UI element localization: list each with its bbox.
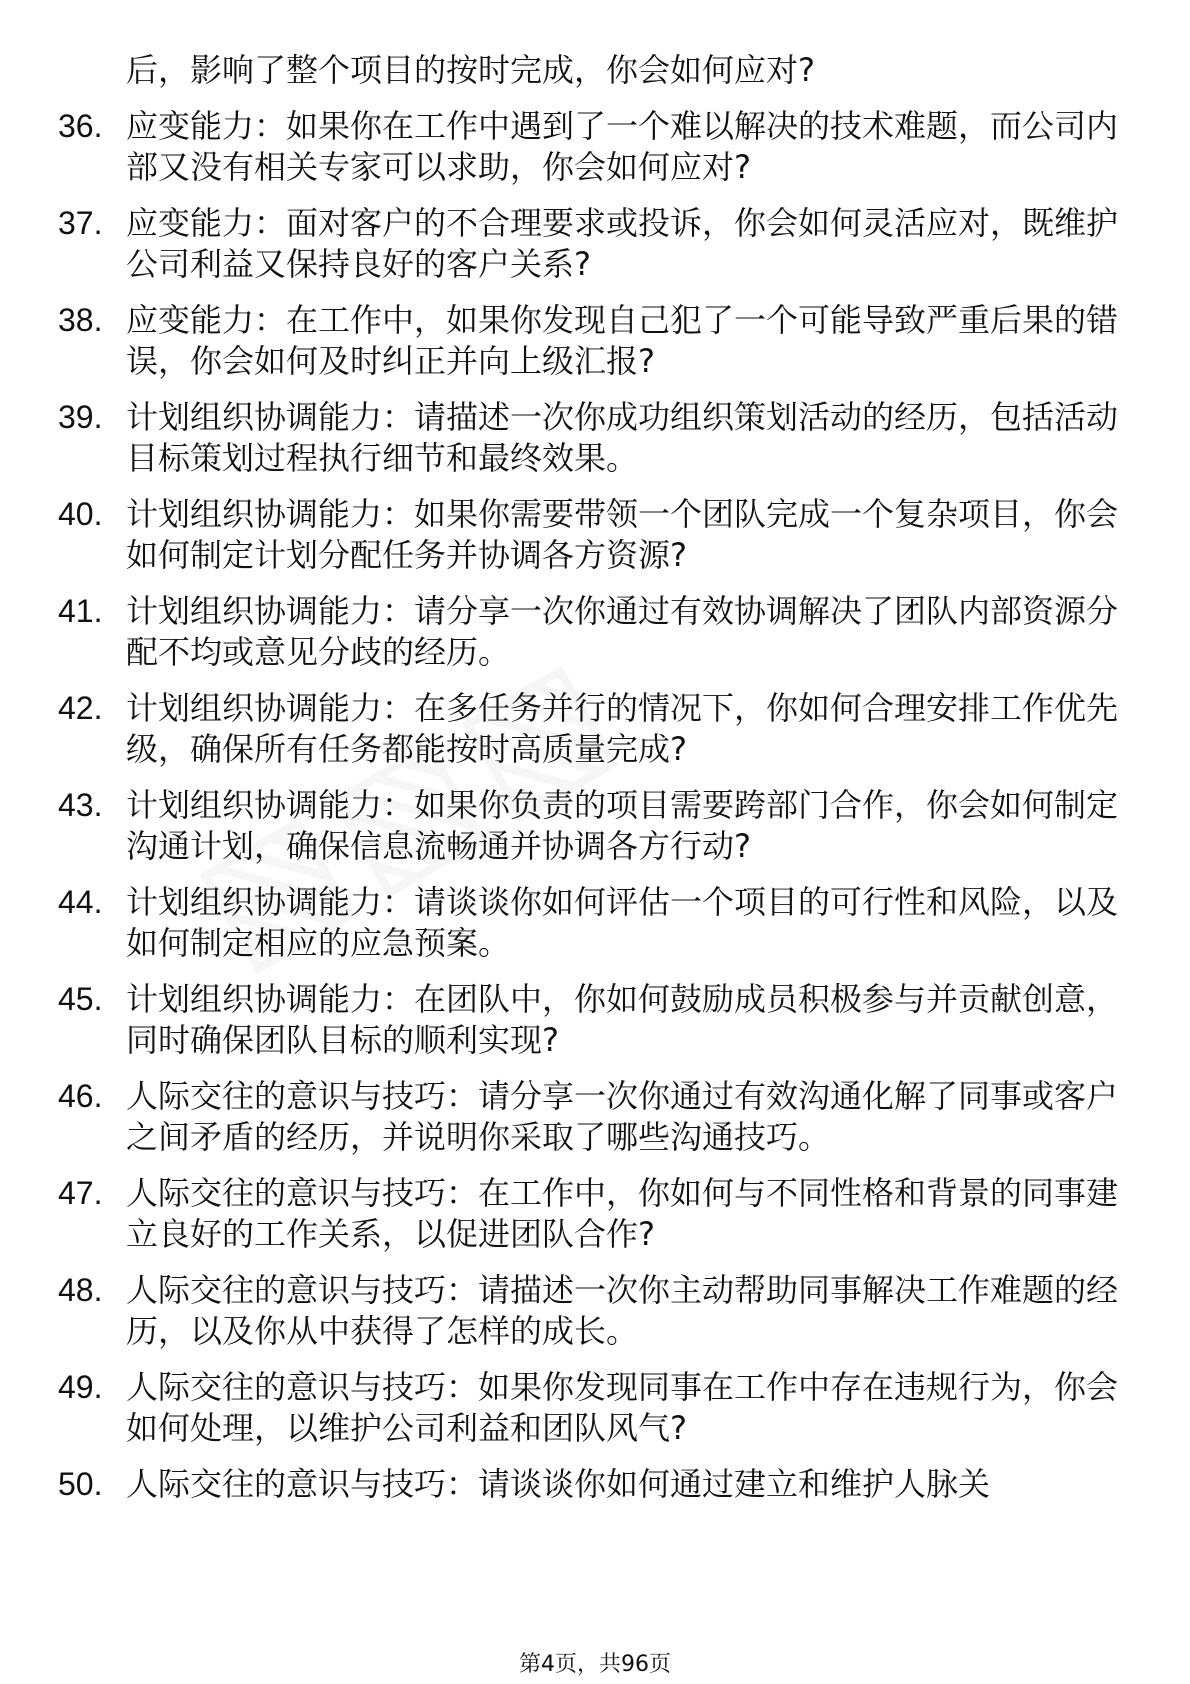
question-text: 应变能力：面对客户的不合理要求或投诉，你会如何灵活应对，既维护公司利益又保持良好的客户关系? xyxy=(126,204,1119,283)
question-item xyxy=(58,494,1118,576)
question-item xyxy=(58,106,1118,188)
page-footer: 第4页，共96页 xyxy=(519,1652,671,1677)
question-number: 44. xyxy=(58,884,103,920)
question-item xyxy=(58,882,1118,964)
question-content xyxy=(58,50,1118,1520)
question-number: 50. xyxy=(58,1466,103,1502)
question-text: 计划组织协调能力：请描述一次你成功组织策划活动的经历，包括活动目标策划过程执行细节和最终效果。 xyxy=(126,398,1119,477)
question-number: 36. xyxy=(58,108,103,144)
question-item xyxy=(58,397,1118,479)
question-text: 人际交往的意识与技巧：如果你发现同事在工作中存在违规行为，你会如何处理，以维护公司利益和团队风气? xyxy=(126,1368,1119,1447)
question-text: 计划组织协调能力：请分享一次你通过有效协调解决了团队内部资源分配不均或意见分歧的经历。 xyxy=(126,592,1119,671)
question-number: 43. xyxy=(58,787,103,823)
question-number: 42. xyxy=(58,690,103,726)
question-number: 39. xyxy=(58,399,103,435)
question-text: 应变能力：如果你在工作中遇到了一个难以解决的技术难题，而公司内部又没有相关专家可以求助，你会如何应对? xyxy=(126,107,1119,186)
question-item xyxy=(58,785,1118,867)
question-number: 49. xyxy=(58,1369,103,1405)
question-text: 计划组织协调能力：如果你负责的项目需要跨部门合作，你会如何制定沟通计划，确保信息流畅通并协调各方行动? xyxy=(126,786,1119,865)
question-item xyxy=(58,591,1118,673)
question-text: 人际交往的意识与技巧：请分享一次你通过有效沟通化解了同事或客户之间矛盾的经历，并说明你采取了哪些沟通技巧。 xyxy=(126,1077,1119,1156)
question-item xyxy=(58,1270,1118,1352)
question-text: 计划组织协调能力：在团队中，你如何鼓励成员积极参与并贡献创意，同时确保团队目标的顺利实现? xyxy=(126,980,1119,1059)
question-item xyxy=(58,300,1118,382)
question-number: 41. xyxy=(58,593,103,629)
question-text: 计划组织协调能力：在多任务并行的情况下，你如何合理安排工作优先级，确保所有任务都能按时高质量完成? xyxy=(126,689,1119,768)
question-item xyxy=(58,1076,1118,1158)
question-item xyxy=(58,1464,1118,1505)
question-text: 人际交往的意识与技巧：在工作中，你如何与不同性格和背景的同事建立良好的工作关系，以促进团队合作? xyxy=(126,1174,1119,1253)
question-text: 计划组织协调能力：请谈谈你如何评估一个项目的可行性和风险，以及如何制定相应的应急预案。 xyxy=(126,883,1119,962)
question-number: 47. xyxy=(58,1175,103,1211)
question-item xyxy=(58,979,1118,1061)
question-number: 48. xyxy=(58,1272,103,1308)
question-number: 45. xyxy=(58,981,103,1017)
question-item xyxy=(58,1173,1118,1255)
question-number: 37. xyxy=(58,205,103,241)
question-number: 46. xyxy=(58,1078,103,1114)
question-text: 人际交往的意识与技巧：请谈谈你如何通过建立和维护人脉关 xyxy=(126,1465,991,1503)
question-text: 计划组织协调能力：如果你需要带领一个团队完成一个复杂项目，你会如何制定计划分配任务并协调各方资源? xyxy=(126,495,1119,574)
question-item xyxy=(58,1367,1118,1449)
question-item xyxy=(58,203,1118,285)
question-text: 人际交往的意识与技巧：请描述一次你主动帮助同事解决工作难题的经历，以及你从中获得了怎样的成长。 xyxy=(126,1271,1119,1350)
question-list xyxy=(58,106,1118,1505)
question-number: 38. xyxy=(58,302,103,338)
question-item xyxy=(58,688,1118,770)
continuation-text: 后，影响了整个项目的按时完成，你会如何应对? xyxy=(126,51,815,89)
question-text: 应变能力：在工作中，如果你发现自己犯了一个可能导致严重后果的错误，你会如何及时纠正并向上级汇报? xyxy=(126,301,1119,380)
question-number: 40. xyxy=(58,496,103,532)
